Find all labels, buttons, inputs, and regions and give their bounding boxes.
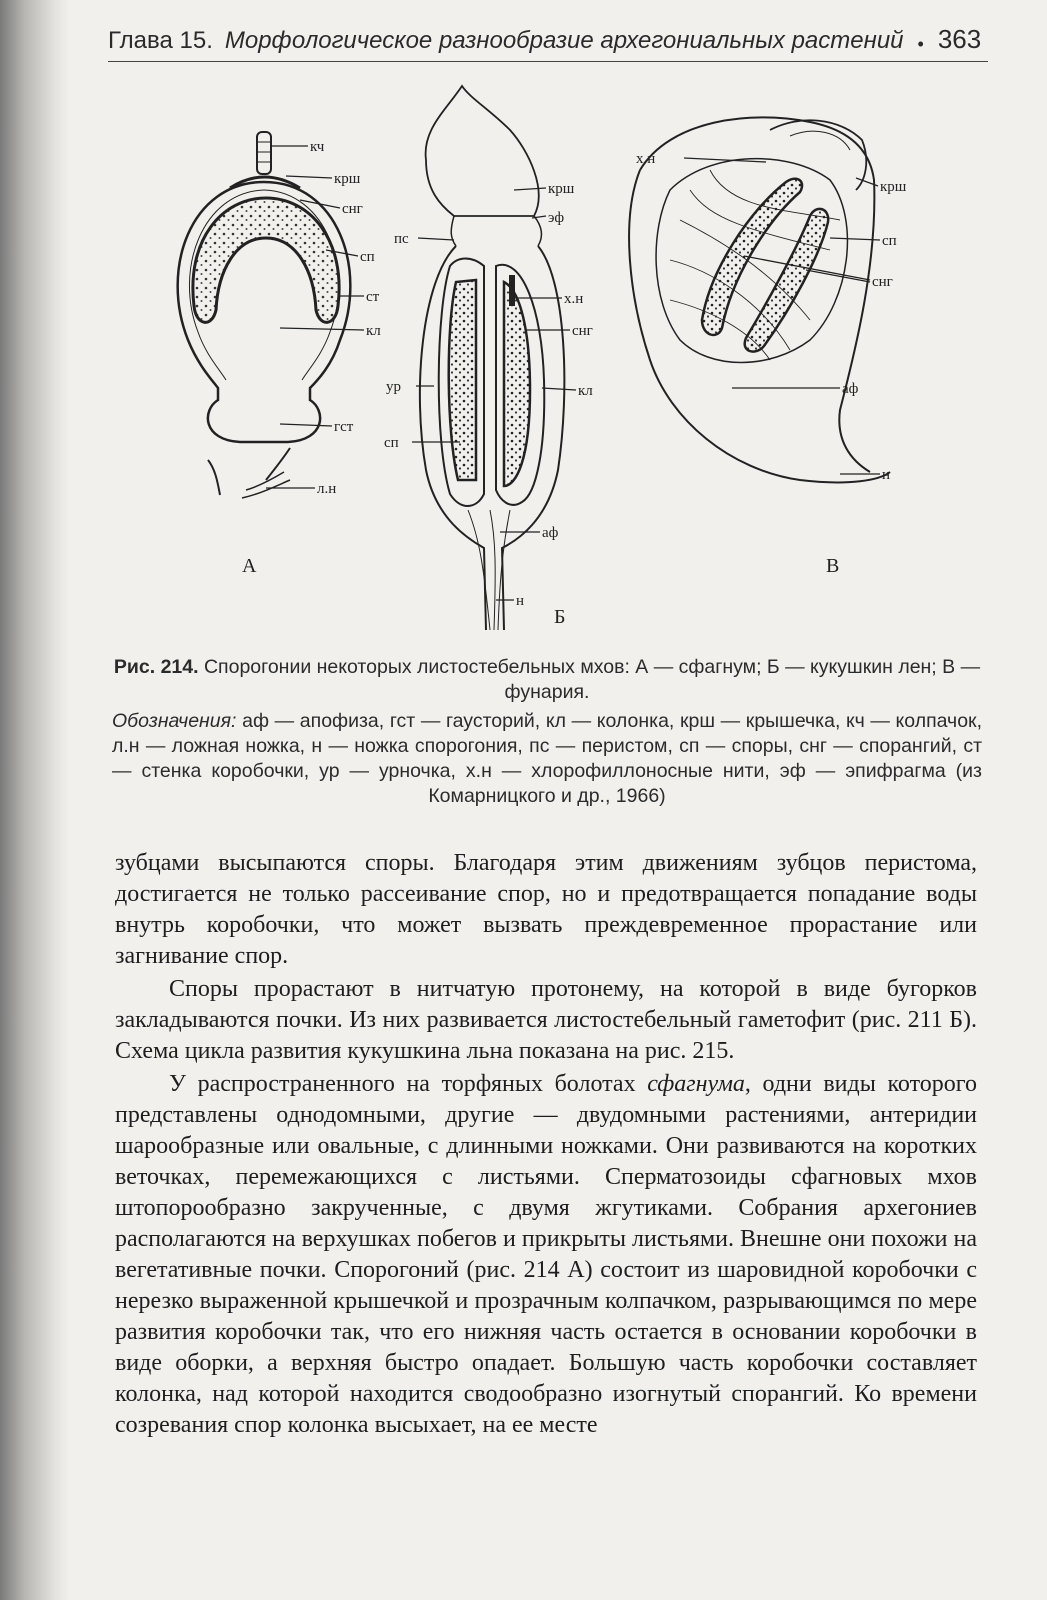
panel-a-leaders bbox=[266, 146, 364, 488]
label-b-ur: ур bbox=[386, 379, 401, 395]
paragraph-3-rest: , одни виды которого представлены однодомными, другие — двудомными растениями, антеридии шарообразные или овальные, с длинными ножками. Они развиваются на коротких веточках, перемежающихся с листьями. Сперматозоиды сфагновых мхов штопорообразно закрученные, с двумя жгутиками. Собрания архегониев располагаются на верхушках побегов и прикрыты листьями. Внешне они похожи на вегетативные почки. Спорогоний (рис. 214 А) состоит из шаровидной коробочки с нерезко выраженной крышечкой и прозрачным колпачком, разрывающимся по мере развития коробочки так, что его нижняя часть остается в основании коробочки в виде оборки, а верхняя быстро опадает. Большую часть коробочки составляет колонка, над которой находится сводообразно изогнутый спорангий. Ко времени созревания спор колонка высыхает, на ее месте bbox=[115, 1071, 977, 1438]
label-c-xn: х.н bbox=[636, 151, 656, 167]
chapter-title: Морфологическое разнообразие архегониальных растений bbox=[224, 27, 904, 54]
label-a-ln: л.н bbox=[317, 481, 337, 497]
label-a-kch: кч bbox=[310, 139, 325, 155]
sporogonium-illustration bbox=[150, 70, 930, 650]
body-text bbox=[115, 848, 977, 1441]
legend-label: Обозначения: bbox=[112, 710, 237, 732]
label-a-gst: гст bbox=[334, 419, 354, 435]
paragraph-3-italic: сфагнума bbox=[647, 1071, 745, 1097]
label-b-af: аф bbox=[542, 525, 559, 541]
label-b-sng: снг bbox=[572, 323, 593, 339]
paragraph-2: Споры прорастают в нитчатую протонему, на которой в виде бугорков закладываются почки. Из них развивается листостебельный гаметофит (рис. 211 Б). Схема цикла развития кукушкина льна показана на рис. 215. bbox=[115, 976, 977, 1064]
page-edge-shadow bbox=[0, 0, 70, 1600]
label-c-sp: сп bbox=[882, 233, 897, 249]
figure-caption bbox=[112, 655, 982, 705]
label-a-kl: кл bbox=[366, 323, 381, 339]
label-c-krsh: крш bbox=[880, 179, 907, 195]
label-a-st: ст bbox=[366, 289, 380, 305]
label-b-n: н bbox=[516, 593, 525, 609]
label-a-sng: снг bbox=[342, 201, 363, 217]
figure-number: Рис. 214. bbox=[113, 656, 199, 678]
figure-legend bbox=[112, 709, 982, 809]
legend-text: аф — апофиза, гст — гаусторий, кл — колонка, крш — крышечка, кч — колпачок, л.н — ложная ножка, н — ножка спорогония, пс — перистом, сп — споры, снг — спорангий, ст — стенка коробочки, ур — урночка, х.н — хлорофиллоносные нити, эф — эпифрагма (из Комарницкого и др., 1966) bbox=[112, 710, 983, 807]
label-b-kl: кл bbox=[578, 383, 593, 399]
label-c-sng: снг bbox=[872, 274, 893, 290]
panel-a-letter: А bbox=[242, 555, 257, 577]
figure-caption-text: Спорогонии некоторых листостебельных мхов: А — сфагнум; Б — кукушкин лен; В — фунария. bbox=[203, 656, 981, 703]
figure-214 bbox=[150, 70, 930, 650]
label-a-krsh: крш bbox=[334, 171, 361, 187]
paragraph-1: зубцами высыпаются споры. Благодаря этим движениям зубцов перистома, достигается не только рассеивание спор, но и предотвращается попадание воды внутрь коробочки, что может вызвать преждевременное прорастание или загнивание спор. bbox=[115, 850, 977, 969]
panel-c-letter: В bbox=[826, 555, 840, 577]
label-c-n: н bbox=[882, 467, 891, 483]
paragraph-3 bbox=[115, 1069, 977, 1441]
panel-b-letter: Б bbox=[554, 606, 566, 628]
running-header bbox=[108, 18, 988, 62]
label-b-sp: сп bbox=[384, 435, 399, 451]
label-b-ef: эф bbox=[548, 210, 565, 226]
page-number: 363 bbox=[937, 24, 982, 54]
panel-c-drawing bbox=[629, 117, 890, 482]
label-b-xn: х.н bbox=[564, 291, 584, 307]
panel-b-drawing bbox=[420, 86, 565, 630]
label-a-sp: сп bbox=[360, 249, 375, 265]
panel-a-drawing bbox=[178, 132, 351, 498]
label-c-af: аф bbox=[842, 381, 859, 397]
header-bullet: • bbox=[917, 34, 924, 54]
panel-b-labels bbox=[384, 181, 593, 628]
label-b-krsh: крш bbox=[548, 181, 575, 197]
chapter-label: Глава 15. bbox=[108, 27, 213, 54]
paragraph-3-start: У распространенного на торфяных болотах bbox=[169, 1071, 648, 1097]
label-b-ps: пс bbox=[394, 231, 409, 247]
